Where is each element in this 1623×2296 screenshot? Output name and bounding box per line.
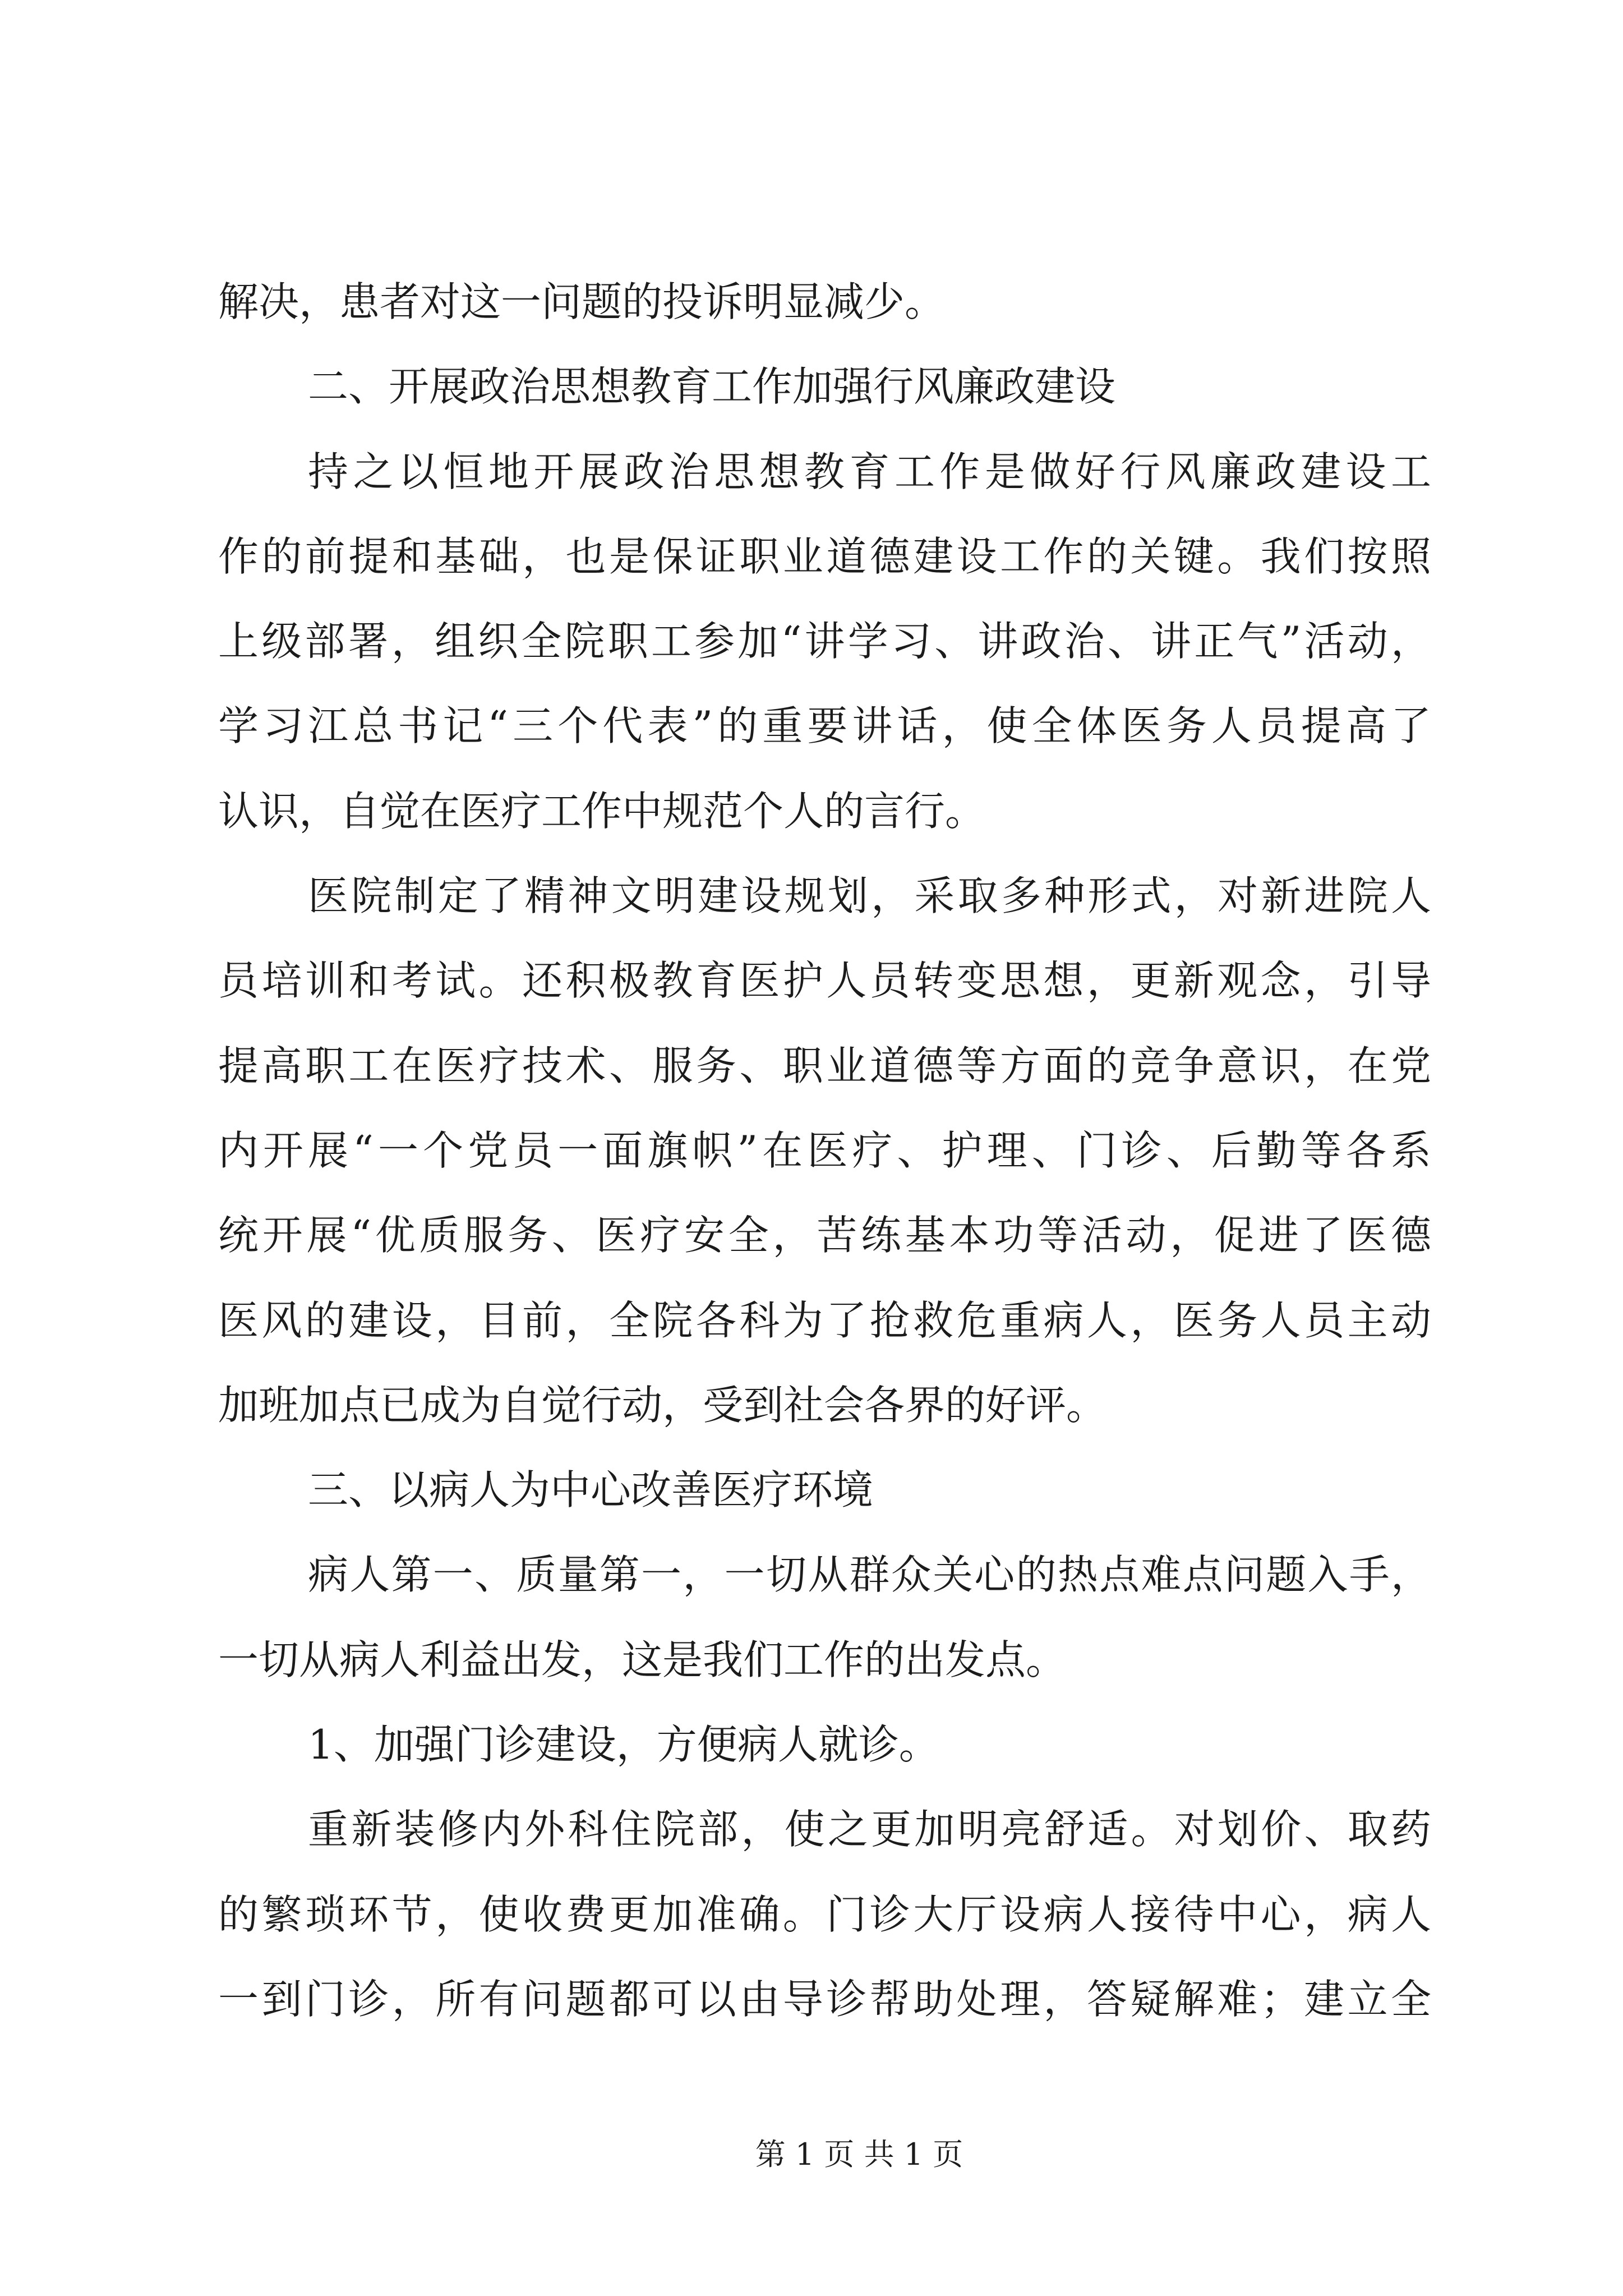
text-line: 员培训和考试。还积极教育医护人员转变思想，更新观念，引导 — [218, 957, 1431, 1005]
document-body — [218, 260, 1431, 2042]
text-line: 医风的建设，目前，全院各科为了抢救危重病人，医务人员主动 — [218, 1296, 1431, 1344]
text-line: 作的前提和基础，也是保证职业道德建设工作的关键。我们按照 — [218, 532, 1431, 580]
text-line: 上级部署，组织全院职工参加“讲学习、讲政治、讲正气”活动， — [218, 618, 1431, 665]
text-line: 持之以恒地开展政治思想教育工作是做好行风廉政建设工 — [308, 448, 1431, 495]
text-line: 的繁琐环节，使收费更加准确。门诊大厅设病人接待中心，病人 — [218, 1890, 1431, 1938]
text-line: 一切从病人利益出发，这是我们工作的出发点。 — [218, 1636, 1067, 1683]
text-line: 解决，患者对这一问题的投诉明显减少。 — [218, 278, 946, 325]
text-line: 学习江总书记“三个代表”的重要讲话，使全体医务人员提高了 — [218, 702, 1431, 750]
text-line: 一到门诊，所有问题都可以由导诊帮助处理，答疑解难；建立全 — [218, 1975, 1431, 2023]
text-line: 医院制定了精神文明建设规划，采取多种形式，对新进院人 — [308, 872, 1431, 920]
section-heading: 三、以病人为中心改善医疗环境 — [308, 1466, 874, 1514]
text-line: 提高职工在医疗技术、服务、职业道德等方面的竞争意识，在党 — [218, 1042, 1431, 1089]
text-line: 重新装修内外科住院部，使之更加明亮舒适。对划价、取药 — [308, 1806, 1431, 1853]
page-footer: 第 1 页 共 1 页 — [755, 2137, 963, 2172]
text-line: 病人第一、质量第一，一切从群众关心的热点难点问题入手， — [308, 1551, 1431, 1599]
text-line: 内开展“一个党员一面旗帜”在医疗、护理、门诊、后勤等各系 — [218, 1126, 1431, 1174]
section-heading: 二、开展政治思想教育工作加强行风廉政建设 — [308, 363, 1116, 411]
text-line: 加班加点已成为自觉行动，受到社会各界的好评。 — [218, 1381, 1107, 1429]
subsection-heading: 1、加强门诊建设，方便病人就诊。 — [308, 1721, 939, 1769]
text-line: 统开展“优质服务、医疗安全，苦练基本功等活动，促进了医德 — [218, 1212, 1431, 1259]
text-line: 认识，自觉在医疗工作中规范个人的言行。 — [218, 787, 986, 835]
